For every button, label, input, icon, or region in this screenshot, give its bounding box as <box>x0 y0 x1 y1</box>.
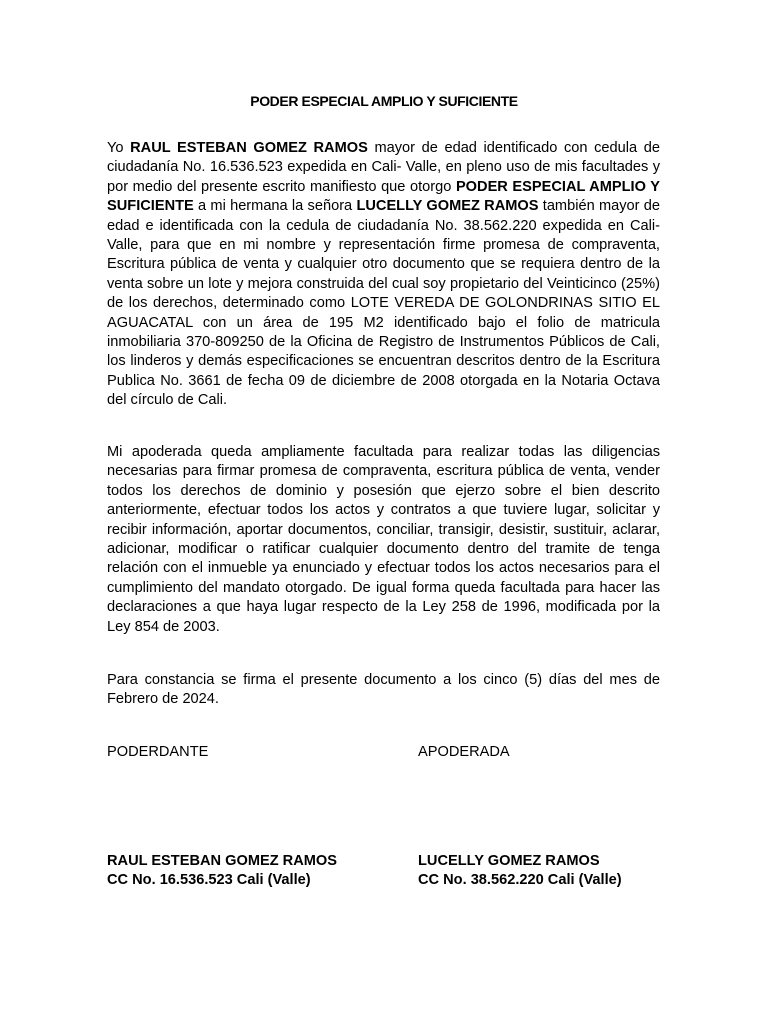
grantor-signature-name: RAUL ESTEBAN GOMEZ RAMOS <box>107 853 337 869</box>
attorney-name: LUCELLY GOMEZ RAMOS <box>356 198 539 215</box>
attorney-signature-name: LUCELLY GOMEZ RAMOS <box>418 853 600 869</box>
document-title: PODER ESPECIAL AMPLIO Y SUFICIENTE <box>250 93 518 109</box>
paragraph-grant-text-4: también mayor de edad e identificada con la cedula de ciudadanía No. 38.562.220 expedida en Cali-Valle, para que en mi nombre y representación firme promesa de compraventa, Escritura pública de venta y cualquier otro documento que se requiera dentro de la venta sobre un lote y mejora construida del cual soy propietario del Veinticinco (25%) de los derechos, determinado como LOTE VEREDA DE GOLONDRINAS SITIO EL AGUACATAL con un área de 195 M2 identificado bajo el folio de matricula inmobiliaria 370-809250 de la Oficina de Registro de Instrumentos Públicos de Cali, los linderos y demás especificaciones se encuentran descritos dentro de la Escritura Publica No. 3661 de fecha 09 de diciembre de 2008 otorgada en la Notaria Octava del círculo de Cali. <box>107 198 660 409</box>
grantor-name: RAUL ESTEBAN GOMEZ RAMOS <box>130 140 368 156</box>
attorney-signature-id: CC No. 38.562.220 Cali (Valle) <box>418 872 622 888</box>
grantor-signature-id: CC No. 16.536.523 Cali (Valle) <box>107 872 311 888</box>
grantor-signature-label: PODERDANTE <box>107 744 209 760</box>
paragraph-faculties: Mi apoderada queda ampliamente facultada para realizar todas las diligencias necesarias para firmar promesa de compraventa, escritura pública de venta, vender todos los derechos de dominio y posesión que ejerzo sobre el bien descrito anteriormente, efectuar todos los actos y contratos a que tuviere lugar, solicitar y recibir información, aportar documentos, conciliar, transigir, desistir, sustituir, aclarar, adicionar, modificar o ratificar cualquier documento dentro del tramite de tenga relación con el inmueble ya enunciado y efectuar todos los actos necesarios para el cumplimiento del mandato otorgado. De igual forma queda facultada para hacer las declaraciones a que haya lugar respecto de la Ley 258 de 1996, modificada por la Ley 854 de 2003. <box>107 444 660 635</box>
paragraph-grant <box>107 139 660 411</box>
paragraph-signing-date: Para constancia se firma el presente documento a los cinco (5) días del mes de Febrero de 2024. <box>107 672 660 708</box>
paragraph-grant-text-1: Yo <box>107 140 131 156</box>
paragraph-grant-text-2: mayor de edad identificado con cedula de ciudadanía No. 16.536.523 expedida en Cali- Valle, en pleno uso de mis facultades y por medio del presente escrito manifiesto que otorgo <box>107 140 660 195</box>
paragraph-grant-text-3: a mi hermana la señora <box>193 198 357 215</box>
attorney-signature-label: APODERADA <box>418 744 510 760</box>
power-type: PODER ESPECIAL AMPLIO Y SUFICIENTE <box>107 178 660 215</box>
